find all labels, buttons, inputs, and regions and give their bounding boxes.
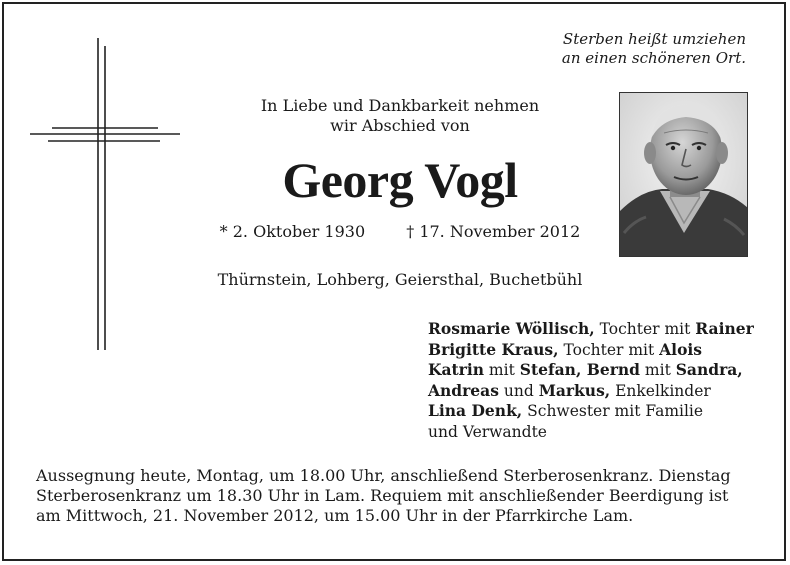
survivor-name: Sandra,: [675, 360, 743, 379]
birth-date: * 2. Oktober 1930: [219, 222, 366, 241]
details-line-3: am Mittwoch, 21. November 2012, um 15.00 Uhr in der Pfarrkirche Lam.: [36, 506, 634, 525]
details-line-1: Aussegnung heute, Montag, um 18.00 Uhr, anschließend Sterberosenkranz. Dienstag: [36, 466, 731, 485]
survivor-relation: mit: [484, 361, 520, 379]
portrait-photo: [619, 92, 748, 257]
survivor-line: [428, 319, 768, 340]
intro-line-1: In Liebe und Dankbarkeit nehmen: [260, 96, 540, 115]
intro-line-2: wir Abschied von: [330, 116, 470, 135]
survivor-name: Stefan, Bernd: [519, 360, 640, 379]
survivor-line: [428, 422, 768, 443]
survivor-name: Andreas: [428, 380, 499, 400]
motto-line-2: an einen schöneren Ort.: [561, 49, 746, 67]
motto: [486, 30, 746, 68]
survivor-name: Katrin: [428, 360, 484, 379]
deceased-name: Georg Vogl: [282, 152, 518, 208]
life-dates: [180, 222, 620, 242]
survivor-line: [428, 381, 768, 402]
places: Thürnstein, Lohberg, Geiersthal, Buchetbühl: [217, 270, 583, 289]
survivor-name: Brigitte Kraus,: [428, 339, 559, 359]
survivors-list: [428, 319, 768, 442]
death-date: † 17. November 2012: [406, 222, 581, 241]
survivor-name: Rosmarie Wöllisch,: [428, 319, 595, 338]
motto-line-1: Sterben heißt umziehen: [562, 30, 746, 48]
details-line-2: Sterberosenkranz um 18.30 Uhr in Lam. Requiem mit anschließender Beerdigung ist: [36, 486, 729, 505]
cross-icon: [30, 38, 180, 352]
survivor-relation: und: [498, 381, 539, 400]
survivor-relation: Enkelkinder: [610, 381, 711, 400]
survivor-relation: und Verwandte: [428, 422, 547, 441]
survivor-line: [428, 360, 768, 381]
survivor-name: Rainer: [695, 319, 754, 338]
survivor-relation: mit: [639, 361, 676, 379]
funeral-details: [36, 466, 756, 526]
survivor-relation: Schwester mit Familie: [522, 402, 704, 420]
survivor-relation: Tochter mit: [594, 320, 696, 338]
survivor-line: [428, 401, 768, 422]
intro-text: [230, 96, 570, 136]
survivor-name: Lina Denk,: [428, 401, 523, 420]
survivor-line: [428, 340, 768, 361]
portrait-image: [620, 93, 748, 257]
survivor-name: Markus,: [538, 380, 611, 400]
survivor-name: Alois: [659, 339, 703, 359]
survivor-relation: Tochter mit: [558, 340, 660, 359]
